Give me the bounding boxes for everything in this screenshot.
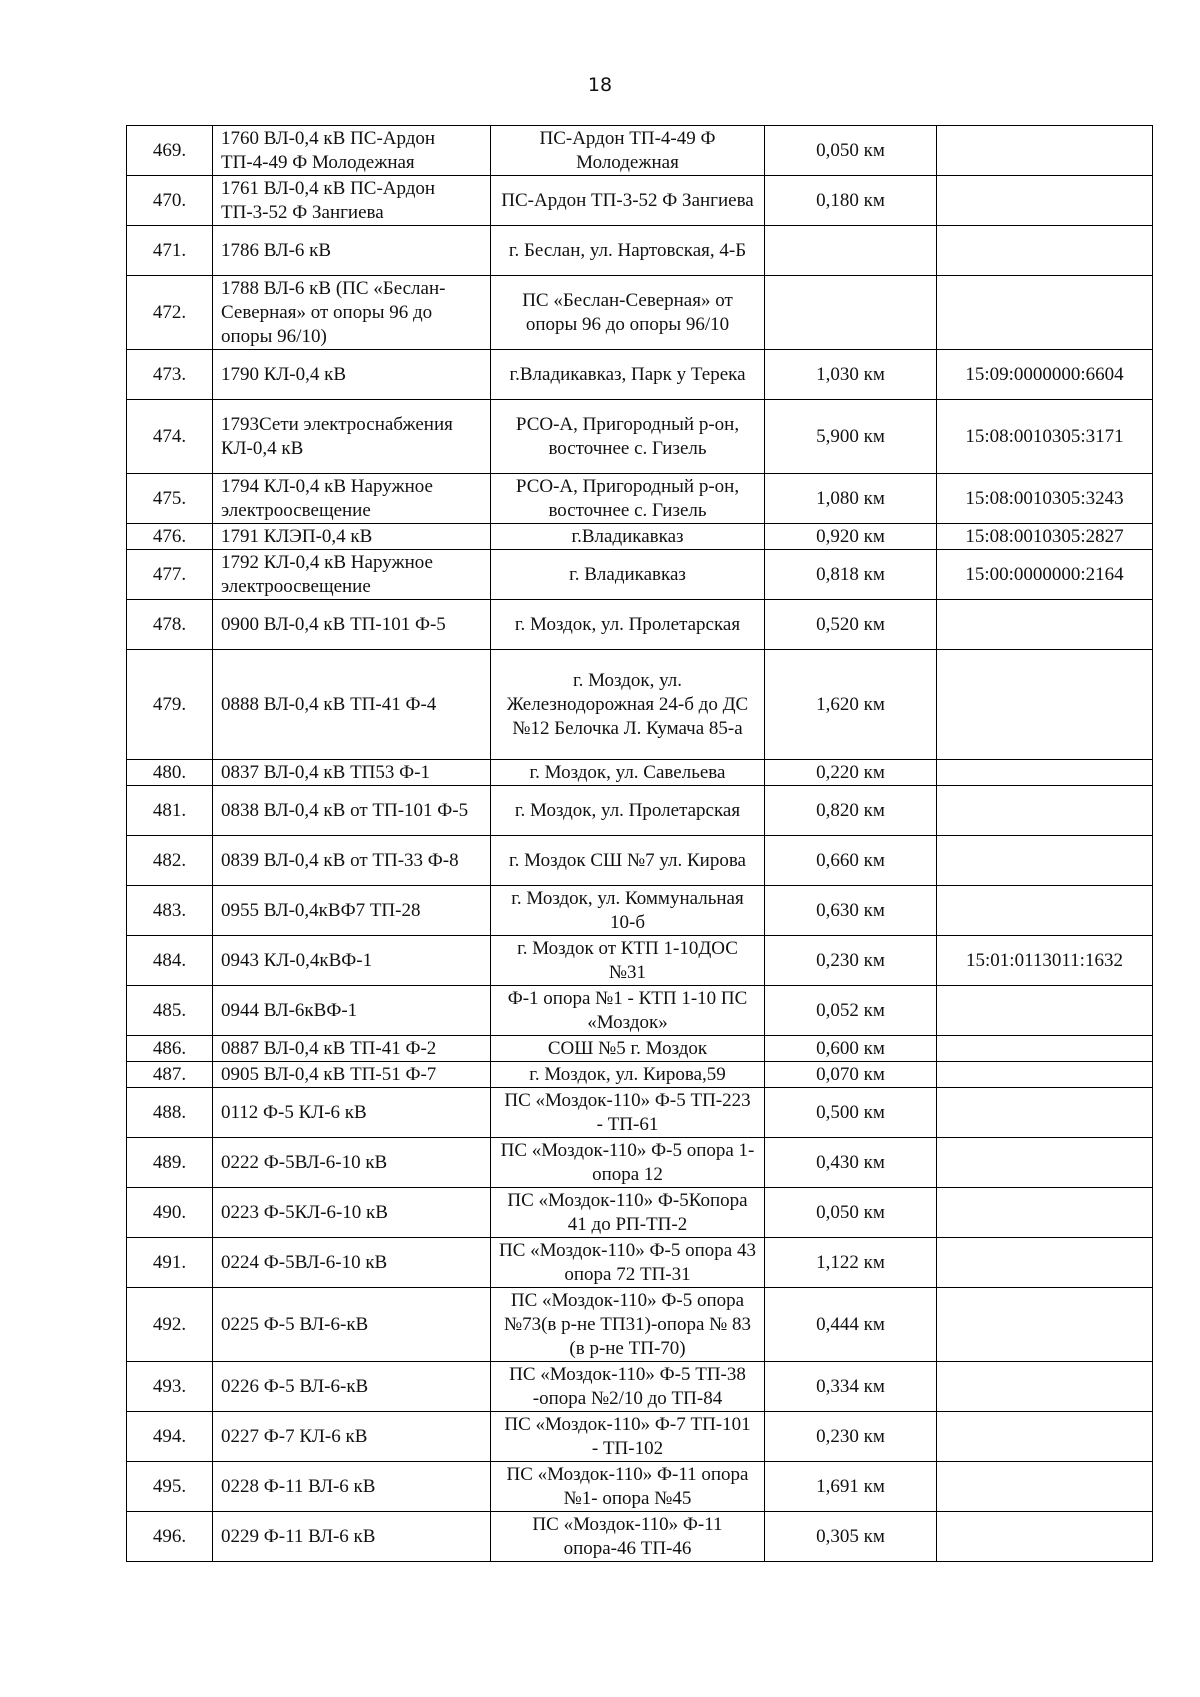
cadastral-number	[937, 986, 1153, 1036]
cadastral-number	[937, 276, 1153, 350]
row-number: 484.	[127, 936, 213, 986]
object-length: 0,600 км	[765, 1036, 937, 1062]
object-length: 0,220 км	[765, 760, 937, 786]
cadastral-number	[937, 1412, 1153, 1462]
object-name: 1791 КЛЭП-0,4 кВ	[213, 524, 491, 550]
cadastral-number	[937, 1062, 1153, 1088]
object-address: г. Моздок, ул. Железнодорожная 24-б до ДС №12 Белочка Л. Кумача 85-а	[491, 650, 765, 760]
object-length: 0,050 км	[765, 126, 937, 176]
table-row	[127, 550, 1153, 600]
object-name: 1792 КЛ-0,4 кВ Наружное электроосвещение	[213, 550, 491, 600]
table-row	[127, 1062, 1153, 1088]
row-number: 472.	[127, 276, 213, 350]
row-number: 496.	[127, 1512, 213, 1562]
object-name: 0228 Ф-11 ВЛ-6 кВ	[213, 1462, 491, 1512]
cadastral-number	[937, 1288, 1153, 1362]
object-name: 0225 Ф-5 ВЛ-6-кВ	[213, 1288, 491, 1362]
object-length: 0,630 км	[765, 886, 937, 936]
cadastral-number	[937, 786, 1153, 836]
object-length: 0,305 км	[765, 1512, 937, 1562]
object-name: 0888 ВЛ-0,4 кВ ТП-41 Ф-4	[213, 650, 491, 760]
object-name: 0887 ВЛ-0,4 кВ ТП-41 Ф-2	[213, 1036, 491, 1062]
table-row	[127, 650, 1153, 760]
cadastral-number: 15:01:0113011:1632	[937, 936, 1153, 986]
object-name: 0837 ВЛ-0,4 кВ ТП53 Ф-1	[213, 760, 491, 786]
object-address: РСО-А, Пригородный р-он, восточнее с. Гизель	[491, 400, 765, 474]
cadastral-number: 15:08:0010305:3171	[937, 400, 1153, 474]
object-length: 1,620 км	[765, 650, 937, 760]
object-address: г. Моздок, ул. Пролетарская	[491, 786, 765, 836]
object-length: 0,820 км	[765, 786, 937, 836]
object-name: 1794 КЛ-0,4 кВ Наружное электроосвещение	[213, 474, 491, 524]
table-row	[127, 786, 1153, 836]
row-number: 469.	[127, 126, 213, 176]
object-length: 0,180 км	[765, 176, 937, 226]
table-row	[127, 886, 1153, 936]
table-row	[127, 176, 1153, 226]
object-address: ПС «Беслан-Северная» от опоры 96 до опоры 96/10	[491, 276, 765, 350]
table-row	[127, 1188, 1153, 1238]
cadastral-number: 15:08:0010305:3243	[937, 474, 1153, 524]
object-name: 0227 Ф-7 КЛ-6 кВ	[213, 1412, 491, 1462]
row-number: 488.	[127, 1088, 213, 1138]
object-address: ПС «Моздок-110» Ф-7 ТП-101 - ТП-102	[491, 1412, 765, 1462]
object-length: 0,070 км	[765, 1062, 937, 1088]
object-address: РСО-А, Пригородный р-он, восточнее с. Гизель	[491, 474, 765, 524]
row-number: 481.	[127, 786, 213, 836]
object-name: 0112 Ф-5 КЛ-6 кВ	[213, 1088, 491, 1138]
cadastral-number	[937, 176, 1153, 226]
object-length	[765, 276, 937, 350]
object-name: 0943 КЛ-0,4кВФ-1	[213, 936, 491, 986]
cadastral-number: 15:09:0000000:6604	[937, 350, 1153, 400]
row-number: 495.	[127, 1462, 213, 1512]
row-number: 478.	[127, 600, 213, 650]
table-row	[127, 1512, 1153, 1562]
table-row	[127, 936, 1153, 986]
table-row	[127, 1238, 1153, 1288]
cadastral-number	[937, 1088, 1153, 1138]
object-address: г. Владикавказ	[491, 550, 765, 600]
object-address: ПС «Моздок-110» Ф-11 опора №1- опора №45	[491, 1462, 765, 1512]
object-address: ПС «Моздок-110» Ф-5 ТП-223 - ТП-61	[491, 1088, 765, 1138]
row-number: 473.	[127, 350, 213, 400]
cadastral-number	[937, 1362, 1153, 1412]
object-length: 0,444 км	[765, 1288, 937, 1362]
cadastral-number: 15:08:0010305:2827	[937, 524, 1153, 550]
table-row	[127, 1462, 1153, 1512]
object-name: 1761 ВЛ-0,4 кВ ПС-Ардон ТП-3-52 Ф Зангиева	[213, 176, 491, 226]
object-name: 0944 ВЛ-6кВФ-1	[213, 986, 491, 1036]
object-name: 0905 ВЛ-0,4 кВ ТП-51 Ф-7	[213, 1062, 491, 1088]
object-address: ПС «Моздок-110» Ф-5Копора 41 до РП-ТП-2	[491, 1188, 765, 1238]
object-address: г. Моздок, ул. Кирова,59	[491, 1062, 765, 1088]
cadastral-number	[937, 650, 1153, 760]
table-row	[127, 600, 1153, 650]
row-number: 475.	[127, 474, 213, 524]
table-row	[127, 276, 1153, 350]
row-number: 489.	[127, 1138, 213, 1188]
row-number: 477.	[127, 550, 213, 600]
row-number: 480.	[127, 760, 213, 786]
object-address: ПС «Моздок-110» Ф-5 опора №73(в р-не ТП31)-опора № 83 (в р-не ТП-70)	[491, 1288, 765, 1362]
object-address: СОШ №5 г. Моздок	[491, 1036, 765, 1062]
object-name: 1793Сети электроснабжения КЛ-0,4 кВ	[213, 400, 491, 474]
row-number: 492.	[127, 1288, 213, 1362]
object-length: 1,080 км	[765, 474, 937, 524]
cadastral-number	[937, 1238, 1153, 1288]
object-length: 0,660 км	[765, 836, 937, 886]
cadastral-number	[937, 1036, 1153, 1062]
object-address: г. Беслан, ул. Нартовская, 4-Б	[491, 226, 765, 276]
object-name: 0226 Ф-5 ВЛ-6-кВ	[213, 1362, 491, 1412]
table-row	[127, 126, 1153, 176]
cadastral-number	[937, 760, 1153, 786]
registry-table	[126, 125, 1153, 1562]
object-address: г. Моздок, ул. Савельева	[491, 760, 765, 786]
object-address: ПС «Моздок-110» Ф-11 опора-46 ТП-46	[491, 1512, 765, 1562]
object-address: ПС-Ардон ТП-3-52 Ф Зангиева	[491, 176, 765, 226]
object-address: г. Моздок, ул. Пролетарская	[491, 600, 765, 650]
row-number: 471.	[127, 226, 213, 276]
row-number: 490.	[127, 1188, 213, 1238]
object-length: 1,030 км	[765, 350, 937, 400]
cadastral-number	[937, 1462, 1153, 1512]
object-address: ПС-Ардон ТП-4-49 Ф Молодежная	[491, 126, 765, 176]
object-length: 0,050 км	[765, 1188, 937, 1238]
object-length: 5,900 км	[765, 400, 937, 474]
object-address: ПС «Моздок-110» Ф-5 ТП-38 -опора №2/10 до ТП-84	[491, 1362, 765, 1412]
object-length: 0,520 км	[765, 600, 937, 650]
object-length: 1,691 км	[765, 1462, 937, 1512]
object-name: 1788 ВЛ-6 кВ (ПС «Беслан-Северная» от опоры 96 до опоры 96/10)	[213, 276, 491, 350]
object-length: 1,122 км	[765, 1238, 937, 1288]
cadastral-number	[937, 126, 1153, 176]
object-length: 0,818 км	[765, 550, 937, 600]
object-name: 1760 ВЛ-0,4 кВ ПС-Ардон ТП-4-49 Ф Молодежная	[213, 126, 491, 176]
cadastral-number	[937, 836, 1153, 886]
row-number: 493.	[127, 1362, 213, 1412]
cadastral-number	[937, 600, 1153, 650]
cadastral-number	[937, 1512, 1153, 1562]
table-row	[127, 226, 1153, 276]
object-length: 0,334 км	[765, 1362, 937, 1412]
table-row	[127, 350, 1153, 400]
cadastral-number	[937, 1138, 1153, 1188]
object-length	[765, 226, 937, 276]
row-number: 486.	[127, 1036, 213, 1062]
row-number: 494.	[127, 1412, 213, 1462]
row-number: 483.	[127, 886, 213, 936]
object-length: 0,920 км	[765, 524, 937, 550]
object-address: г.Владикавказ	[491, 524, 765, 550]
object-name: 0223 Ф-5КЛ-6-10 кВ	[213, 1188, 491, 1238]
page-number: 18	[587, 74, 613, 96]
object-name: 0900 ВЛ-0,4 кВ ТП-101 Ф-5	[213, 600, 491, 650]
table-row	[127, 1412, 1153, 1462]
row-number: 470.	[127, 176, 213, 226]
cadastral-number: 15:00:0000000:2164	[937, 550, 1153, 600]
object-name: 0222 Ф-5ВЛ-6-10 кВ	[213, 1138, 491, 1188]
registry-table-body	[127, 126, 1153, 1562]
table-row	[127, 760, 1153, 786]
object-address: г. Моздок СШ №7 ул. Кирова	[491, 836, 765, 886]
object-address: ПС «Моздок-110» Ф-5 опора 1-опора 12	[491, 1138, 765, 1188]
row-number: 491.	[127, 1238, 213, 1288]
row-number: 482.	[127, 836, 213, 886]
object-length: 0,052 км	[765, 986, 937, 1036]
row-number: 487.	[127, 1062, 213, 1088]
table-row	[127, 1288, 1153, 1362]
table-row	[127, 1036, 1153, 1062]
object-name: 1786 ВЛ-6 кВ	[213, 226, 491, 276]
object-address: Ф-1 опора №1 - КТП 1-10 ПС «Моздок»	[491, 986, 765, 1036]
table-row	[127, 1138, 1153, 1188]
object-address: г.Владикавказ, Парк у Терека	[491, 350, 765, 400]
object-address: г. Моздок от КТП 1-10ДОС №31	[491, 936, 765, 986]
table-row	[127, 986, 1153, 1036]
table-row	[127, 400, 1153, 474]
object-address: г. Моздок, ул. Коммунальная 10-б	[491, 886, 765, 936]
object-name: 0224 Ф-5ВЛ-6-10 кВ	[213, 1238, 491, 1288]
table-row	[127, 474, 1153, 524]
object-length: 0,230 км	[765, 1412, 937, 1462]
row-number: 476.	[127, 524, 213, 550]
row-number: 479.	[127, 650, 213, 760]
table-row	[127, 1088, 1153, 1138]
object-name: 0955 ВЛ-0,4кВФ7 ТП-28	[213, 886, 491, 936]
object-address: ПС «Моздок-110» Ф-5 опора 43 опора 72 ТП-31	[491, 1238, 765, 1288]
table-row	[127, 836, 1153, 886]
object-length: 0,230 км	[765, 936, 937, 986]
row-number: 485.	[127, 986, 213, 1036]
cadastral-number	[937, 1188, 1153, 1238]
object-length: 0,430 км	[765, 1138, 937, 1188]
object-name: 1790 КЛ-0,4 кВ	[213, 350, 491, 400]
row-number: 474.	[127, 400, 213, 474]
object-length: 0,500 км	[765, 1088, 937, 1138]
cadastral-number	[937, 226, 1153, 276]
table-row	[127, 1362, 1153, 1412]
object-name: 0839 ВЛ-0,4 кВ от ТП-33 Ф-8	[213, 836, 491, 886]
table-row	[127, 524, 1153, 550]
object-name: 0229 Ф-11 ВЛ-6 кВ	[213, 1512, 491, 1562]
cadastral-number	[937, 886, 1153, 936]
object-name: 0838 ВЛ-0,4 кВ от ТП-101 Ф-5	[213, 786, 491, 836]
